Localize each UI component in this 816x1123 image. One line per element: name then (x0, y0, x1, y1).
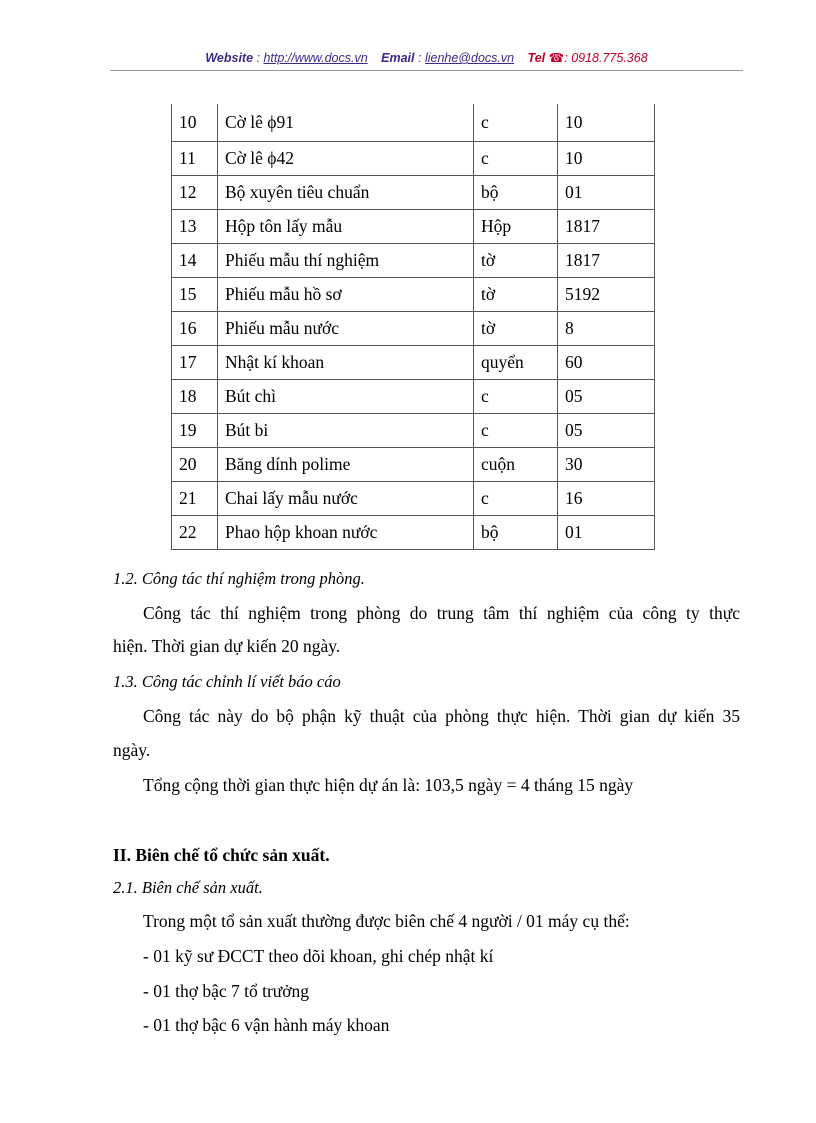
section-1-2-heading: 1.2. Công tác thí nghiệm trong phòng. (113, 569, 365, 588)
table-row (172, 515, 655, 549)
email-label: Email (381, 51, 415, 65)
row-number-cell: 18 (172, 379, 218, 413)
quantity-cell: 10 (558, 104, 655, 141)
section-1-3-paragraph-line2: ngày. (113, 740, 151, 760)
quantity-cell: 30 (558, 447, 655, 481)
row-number-cell: 17 (172, 345, 218, 379)
quantity-cell: 10 (558, 141, 655, 175)
table-row (172, 481, 655, 515)
item-name-cell: Phiếu mẫu hồ sơ (218, 277, 474, 311)
quantity-cell: 01 (558, 515, 655, 549)
quantity-cell: 05 (558, 379, 655, 413)
item-name-cell: Phiếu mẫu thí nghiệm (218, 243, 474, 277)
table-row (172, 379, 655, 413)
row-number-cell: 13 (172, 209, 218, 243)
table-row (172, 243, 655, 277)
unit-cell: Hộp (474, 209, 558, 243)
unit-cell: tờ (474, 311, 558, 345)
list-item: - 01 thợ bậc 7 tổ trưởng (143, 981, 310, 1001)
phone-icon: ☎ (548, 51, 565, 65)
quantity-cell: 05 (558, 413, 655, 447)
unit-cell: cuộn (474, 447, 558, 481)
unit-cell: bộ (474, 515, 558, 549)
row-number-cell: 15 (172, 277, 218, 311)
table-row (172, 447, 655, 481)
website-label: Website (205, 51, 254, 65)
unit-cell: quyển (474, 345, 558, 379)
quantity-cell: 60 (558, 345, 655, 379)
quantity-cell: 01 (558, 175, 655, 209)
item-name-cell: Cờ lê ϕ42 (218, 141, 474, 175)
item-name-cell: Bộ xuyên tiêu chuẩn (218, 175, 474, 209)
item-name-cell: Băng dính polime (218, 447, 474, 481)
section-1-2-paragraph-line2: hiện. Thời gian dự kiến 20 ngày. (113, 636, 341, 656)
row-number-cell: 16 (172, 311, 218, 345)
item-name-cell: Hộp tôn lấy mẫu (218, 209, 474, 243)
quantity-cell: 5192 (558, 277, 655, 311)
item-name-cell: Phao hộp khoan nước (218, 515, 474, 549)
row-number-cell: 12 (172, 175, 218, 209)
item-name-cell: Cờ lê ϕ91 (218, 104, 474, 141)
unit-cell: c (474, 104, 558, 141)
row-number-cell: 22 (172, 515, 218, 549)
table-row (172, 345, 655, 379)
table-row (172, 277, 655, 311)
table-row (172, 413, 655, 447)
item-name-cell: Bút chì (218, 379, 474, 413)
item-name-cell: Nhật kí khoan (218, 345, 474, 379)
section-1-3-paragraph-line1: Công tác này do bộ phận kỹ thuật của phòng thực hiện. Thời gian dự kiến 35 (143, 706, 740, 726)
row-number-cell: 14 (172, 243, 218, 277)
email-link[interactable]: lienhe@docs.vn (424, 51, 515, 65)
list-item: - 01 thợ bậc 6 vận hành máy khoan (143, 1015, 390, 1035)
section-2-1-paragraph: Trong một tổ sản xuất thường được biên chế 4 người / 01 máy cụ thể: (143, 911, 630, 931)
row-number-cell: 21 (172, 481, 218, 515)
unit-cell: c (474, 141, 558, 175)
quantity-cell: 8 (558, 311, 655, 345)
quantity-cell: 1817 (558, 209, 655, 243)
website-link[interactable]: http://www.docs.vn (263, 51, 368, 65)
section-1-3-heading: 1.3. Công tác chỉnh lí viết báo cáo (113, 672, 341, 691)
total-duration-paragraph: Tổng cộng thời gian thực hiện dự án là: 103,5 ngày = 4 tháng 15 ngày (143, 775, 634, 795)
section-2-heading: II. Biên chế tổ chức sản xuất. (113, 845, 330, 865)
quantity-cell: 1817 (558, 243, 655, 277)
unit-cell: c (474, 481, 558, 515)
tel-label: Tel (527, 51, 546, 65)
page-header: Website : http://www.docs.vn Email : lienhe@docs.vn Tel ☎: 0918.775.368 (205, 51, 648, 65)
phone-number: 0918.775.368 (571, 51, 648, 65)
quantity-cell: 16 (558, 481, 655, 515)
table-row (172, 209, 655, 243)
row-number-cell: 19 (172, 413, 218, 447)
row-number-cell: 10 (172, 104, 218, 141)
table-row (172, 141, 655, 175)
unit-cell: bộ (474, 175, 558, 209)
item-name-cell: Bút bi (218, 413, 474, 447)
unit-cell: c (474, 413, 558, 447)
table-row (172, 104, 655, 141)
item-name-cell: Phiếu mẫu nước (218, 311, 474, 345)
section-1-2-paragraph-line1: Công tác thí nghiệm trong phòng do trung tâm thí nghiệm của công ty thực (143, 603, 740, 623)
row-number-cell: 20 (172, 447, 218, 481)
unit-cell: tờ (474, 243, 558, 277)
list-item: - 01 kỹ sư ĐCCT theo dõi khoan, ghi chép nhật kí (143, 946, 494, 966)
table-row (172, 175, 655, 209)
unit-cell: c (474, 379, 558, 413)
row-number-cell: 11 (172, 141, 218, 175)
table-row (172, 311, 655, 345)
item-name-cell: Chai lấy mẫu nước (218, 481, 474, 515)
header-divider (110, 70, 743, 71)
equipment-table (171, 104, 655, 550)
unit-cell: tờ (474, 277, 558, 311)
section-2-1-heading: 2.1. Biên chế sản xuất. (113, 878, 263, 897)
